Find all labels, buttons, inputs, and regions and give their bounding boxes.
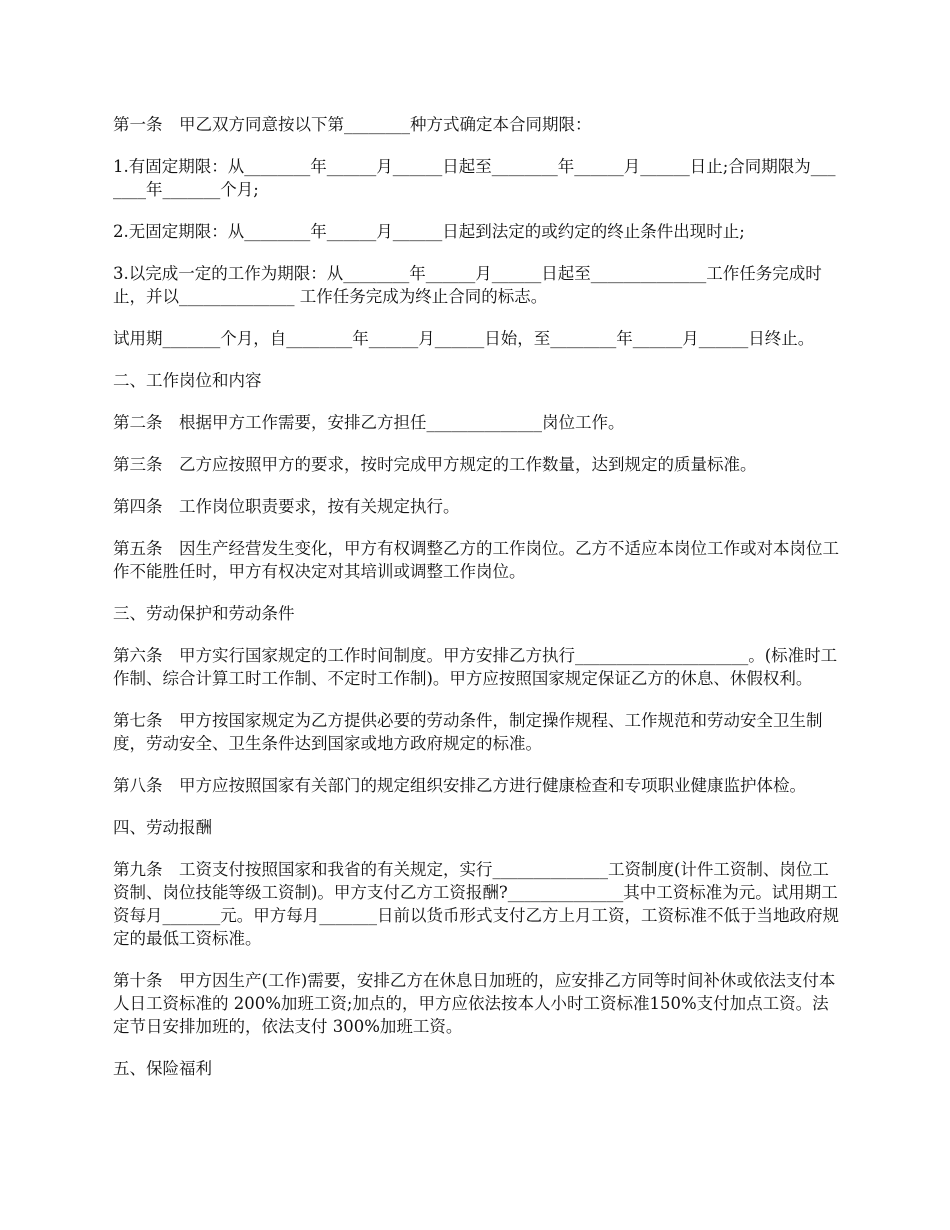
clause-5: 第五条 因生产经营发生变化，甲方有权调整乙方的工作岗位。乙方不适应本岗位工作或对本岗位工作不能胜任时，甲方有权决定对其培训或调整工作岗位。 [113, 539, 839, 581]
clause-8: 第八条 甲方应按照国家有关部门的规定组织安排乙方进行健康检查和专项职业健康监护体检。 [113, 776, 806, 795]
clause-6: 第六条 甲方实行国家规定的工作时间制度。甲方安排乙方执行_____________________。(标准时工作制、综合计算工时工作制、不定时工作制)。甲方应按照国家规定保证乙方的休息、休假权利。 [113, 646, 838, 688]
document-body [113, 113, 840, 1099]
clause-9: 第九条 工资支付按照国家和我省的有关规定，实行______________工资制度(计件工资制、岗位工资制、岗位技能等级工资制)。甲方支付乙方工资报酬?______________其中工资标准为元。试用期工资每月_______元。甲方每月_______日前以货币形式支付乙方上月工资，工资标准不低于当地政府规定的最低工资标准。 [113, 860, 839, 948]
term-option-fixed: 1.有固定期限：从________年______月______日起至________年______月______日止;合同期限为_______年_______个月; [113, 157, 836, 199]
section-heading-job: 二、工作岗位和内容 [113, 371, 262, 390]
clause-4: 第四条 工作岗位职责要求，按有关规定执行。 [113, 497, 460, 516]
section-heading-protection: 三、劳动保护和劳动条件 [113, 604, 295, 623]
term-option-task: 3.以完成一定的工作为期限：从________年______月______日起至______________工作任务完成时止，并以______________ 工作任务完成为终止合同的标志。 [113, 264, 822, 306]
clause-1: 第一条 甲乙双方同意按以下第________种方式确定本合同期限： [113, 115, 592, 134]
clause-7: 第七条 甲方按国家规定为乙方提供必要的劳动条件，制定操作规程、工作规范和劳动安全卫生制度，劳动安全、卫生条件达到国家或地方政府规定的标准。 [113, 711, 823, 753]
section-heading-insurance: 五、保险福利 [113, 1059, 212, 1078]
clause-3: 第三条 乙方应按照甲方的要求，按时完成甲方规定的工作数量，达到规定的质量标准。 [113, 455, 757, 474]
term-option-open: 2.无固定期限：从________年______月______日起到法定的或约定的终止条件出现时止; [113, 222, 745, 241]
probation-period: 试用期_______个月，自________年______月______日始，至________年______月______日终止。 [113, 329, 815, 348]
clause-2: 第二条 根据甲方工作需要，安排乙方担任______________岗位工作。 [113, 413, 625, 432]
clause-10: 第十条 甲方因生产(工作)需要，安排乙方在休息日加班的，应安排乙方同等时间补休或依法支付本人日工资标准的 200%加班工资;加点的，甲方应依法按本人小时工资标准150%支付加点工资。法定节日安排加班的，依法支付 300%加班工资。 [113, 971, 836, 1036]
section-heading-pay: 四、劳动报酬 [113, 818, 212, 837]
